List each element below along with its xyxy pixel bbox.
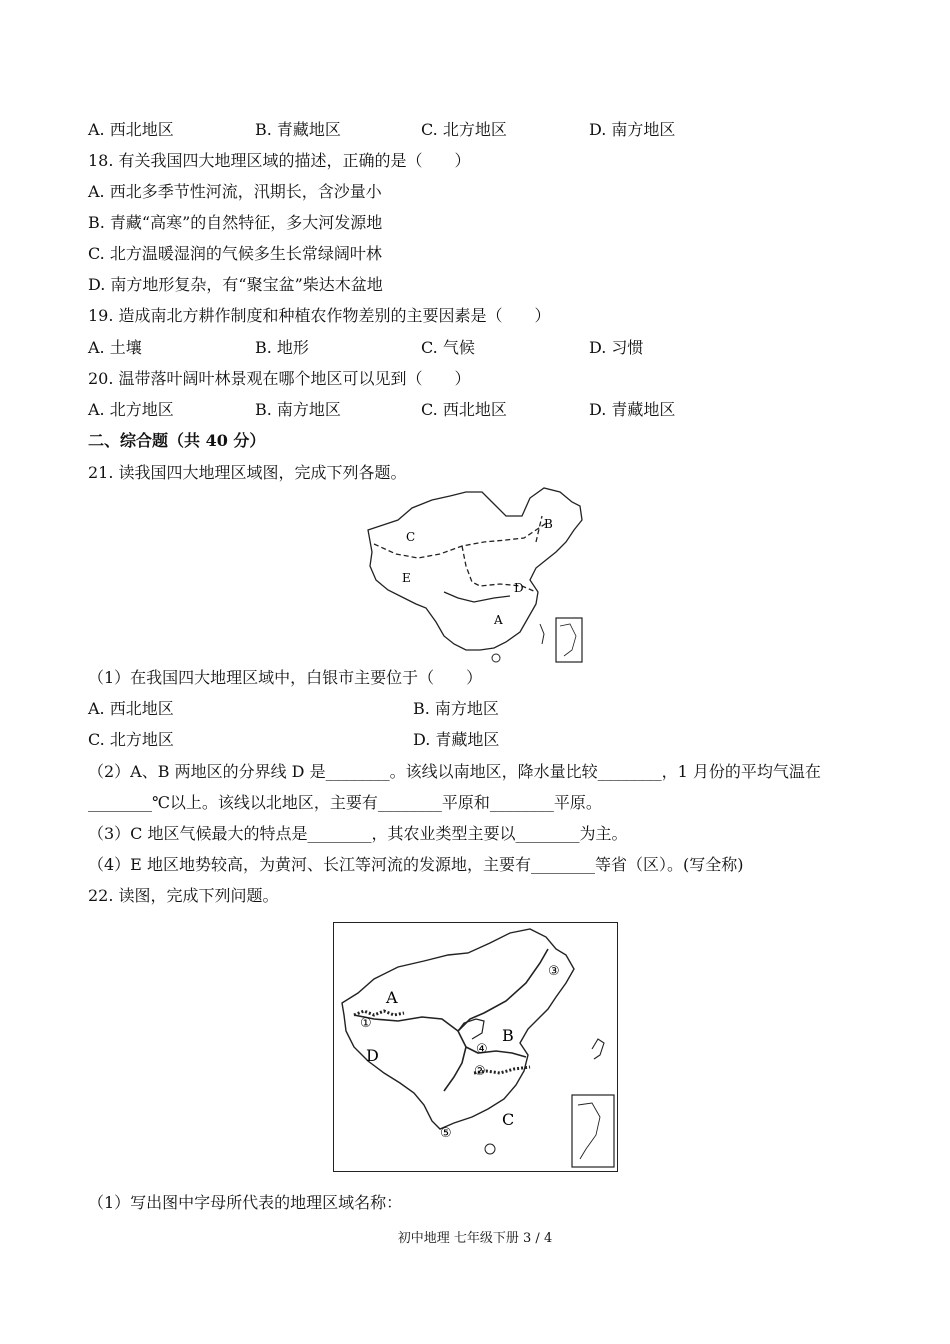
q19-stem: 19. 造成南北方耕作制度和种植农作物差别的主要因素是（ ） [88,306,551,325]
q21-sub2-line1: （2）A、B 两地区的分界线 D 是________。该线以南地区，降水量比较________，1 月份的平均气温在 [88,762,821,781]
q21-stem: 21. 读我国四大地理区域图，完成下列各题。 [88,463,407,482]
q20-stem: 20. 温带落叶阔叶林景观在哪个地区可以见到（ ） [88,369,471,388]
q20-option-a: A. 北方地区 [88,400,174,419]
q21-sub1-option-a: A. 西北地区 [88,699,174,718]
q17-option-d: D. 南方地区 [589,120,676,139]
q17-option-b: B. 青藏地区 [255,120,341,139]
q21-sub3: （3）C 地区气候最大的特点是________，其农业类型主要以________为主。 [88,824,628,843]
map2-label-3: ③ [548,964,560,979]
q17-option-c: C. 北方地区 [421,120,507,139]
q19-option-d: D. 习惯 [589,338,644,357]
q17-option-a: A. 西北地区 [88,120,174,139]
china-regions-map [360,486,590,666]
q21-sub1-option-d: D. 青藏地区 [413,730,500,749]
map2-label-b: B [502,1026,514,1045]
q20-option-b: B. 南方地区 [255,400,341,419]
map1-label-e: E [402,571,411,585]
q18-stem: 18. 有关我国四大地理区域的描述，正确的是（ ） [88,151,471,170]
q19-option-c: C. 气候 [421,338,475,357]
q22-sub1: （1）写出图中字母所代表的地理区域名称： [88,1193,403,1212]
q21-sub2-line2: ________℃以上。该线以北地区，主要有________平原和________平原。 [88,793,602,812]
q21-sub1-option-b: B. 南方地区 [413,699,499,718]
map2-label-4: ④ [476,1042,488,1057]
map2-label-c: C [502,1110,515,1129]
map2-label-5: ⑤ [440,1126,452,1141]
q21-sub1: （1）在我国四大地理区域中，白银市主要位于（ ） [88,668,483,687]
page-footer: 初中地理 七年级下册 3 / 4 [397,1231,553,1246]
q18-option-b: B. 青藏“高寒”的自然特征，多大河发源地 [88,213,383,232]
map1-label-d: D [514,581,524,595]
map2-label-a: A [386,988,398,1007]
map1-label-b: B [544,517,553,531]
q18-option-d: D. 南方地形复杂，有“聚宝盆”柴达木盆地 [88,275,383,294]
q20-option-d: D. 青藏地区 [589,400,676,419]
china-map-regions-2 [333,922,618,1172]
q19-option-b: B. 地形 [255,338,309,357]
map2-label-1: ① [360,1016,372,1031]
map2-label-d: D [366,1046,379,1065]
q21-sub4: （4）E 地区地势较高，为黄河、长江等河流的发源地，主要有________等省（区）。(写全称) [88,855,744,874]
q20-option-c: C. 西北地区 [421,400,507,419]
q21-sub1-option-c: C. 北方地区 [88,730,174,749]
section-title: 二、综合题（共 40 分） [88,431,266,450]
q19-option-a: A. 土壤 [88,338,142,357]
q18-option-c: C. 北方温暖湿润的气候多生长常绿阔叶林 [88,244,382,263]
map2-label-2: ② [474,1064,486,1079]
map1-label-c: C [406,530,416,544]
q22-stem: 22. 读图，完成下列问题。 [88,886,279,905]
map1-label-a: A [494,613,503,627]
q18-option-a: A. 西北多季节性河流，汛期长，含沙量小 [88,182,382,201]
